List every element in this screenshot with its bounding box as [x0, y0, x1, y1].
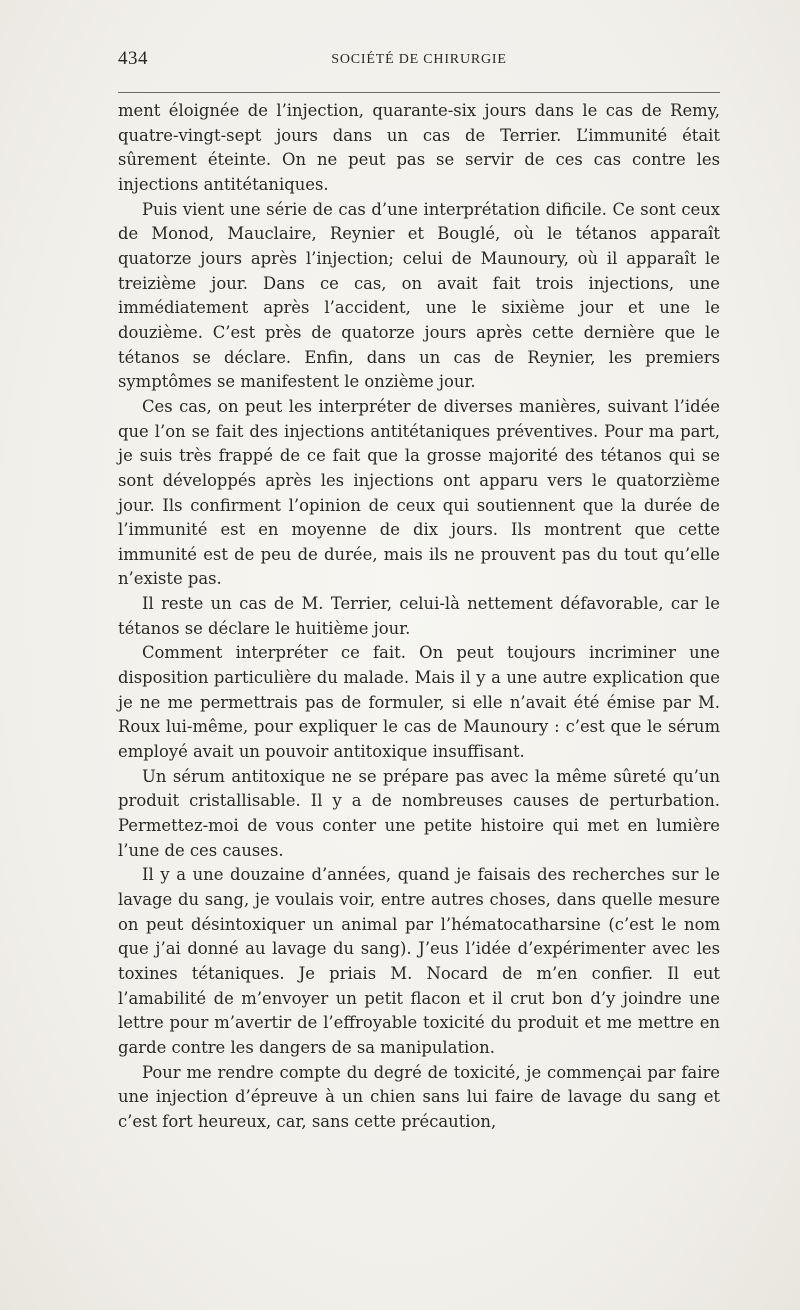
- header-rule: [118, 92, 720, 93]
- paragraph-4: Il reste un cas de M. Terrier, celui-là nettement défavorable, car le tétanos se déclare le huitième jour.: [118, 594, 720, 638]
- page-number: 434: [118, 48, 148, 69]
- running-head: SOCIÉTÉ DE CHIRURGIE: [331, 52, 507, 67]
- paragraph-5: Comment interpréter ce fait. On peut toujours incriminer une disposition particulière du malade. Mais il y a une autre explication que je ne me permettrais pas de formuler, si elle n’avait été émise par M. Roux lui-même, pour expliquer le cas de Maunoury : c’est que le sérum employé avait un pouvoir antitoxique insuffisant.: [118, 643, 720, 762]
- paragraph-2: Puis vient une série de cas d’une interprétation dificile. Ce sont ceux de Monod, Mauclaire, Reynier et Bouglé, où le tétanos apparaît quatorze jours après l’injection; celui de Maunoury, où il apparaît le treizième jour. Dans ce cas, on avait fait trois injections, une immédiatement après l’accident, une le sixième jour et une le douzième. C’est près de quatorze jours après cette dernière que le tétanos se déclare. Enfin, dans un cas de Reynier, les premiers symptômes se manifestent le onzième jour.: [118, 199, 720, 392]
- paragraph-1: ment éloignée de l’injection, quarante-six jours dans le cas de Remy, quatre-vingt-sept jours dans un cas de Terrier. L’immunité était sûrement éteinte. On ne peut pas se servir de ces cas contre les injections antitétaniques.: [118, 101, 720, 194]
- paragraph-8: Pour me rendre compte du degré de toxicité, je commençai par faire une injection d’épreuve à un chien sans lui faire de lavage du sang et c’est fort heureux, car, sans cette précaution,: [118, 1062, 720, 1131]
- paragraph-3: Ces cas, on peut les interpréter de diverses manières, suivant l’idée que l’on se fait des injections antitétaniques préventives. Pour ma part, je suis très frappé de ce fait que la grosse majorité des tétanos qui se sont développés après les injections ont apparu vers le quatorzième jour. Ils confirment l’opinion de ceux qui soutiennent que la durée de l’immunité est en moyenne de dix jours. Ils montrent que cette immunité est de peu de durée, mais ils ne prouvent pas du tout qu’elle n’existe pas.: [118, 396, 720, 589]
- paragraph-6: Un sérum antitoxique ne se prépare pas avec la même sûreté qu’un produit cristallisable. Il y a de nombreuses causes de perturbation. Permettez-moi de vous conter une petite histoire qui met en lumière l’une de ces causes.: [118, 766, 720, 860]
- page-header: [118, 48, 720, 78]
- paragraph-7: Il y a une douzaine d’années, quand je faisais des recherches sur le lavage du sang, je voulais voir, entre autres choses, dans quelle mesure on peut désintoxiquer un animal par l’hématocatharsine (c’est le nom que j’ai donné au lavage du sang). J’eus l’idée d’expérimenter avec les toxines tétaniques. Je priais M. Nocard de m’en confier. Il eut l’amabilité de m’envoyer un petit flacon et il crut bon d’y joindre une lettre pour m’avertir de l’effroyable toxicité du produit et me mettre en garde contre les dangers de sa manipulation.: [118, 865, 720, 1057]
- body-text: [118, 99, 720, 1135]
